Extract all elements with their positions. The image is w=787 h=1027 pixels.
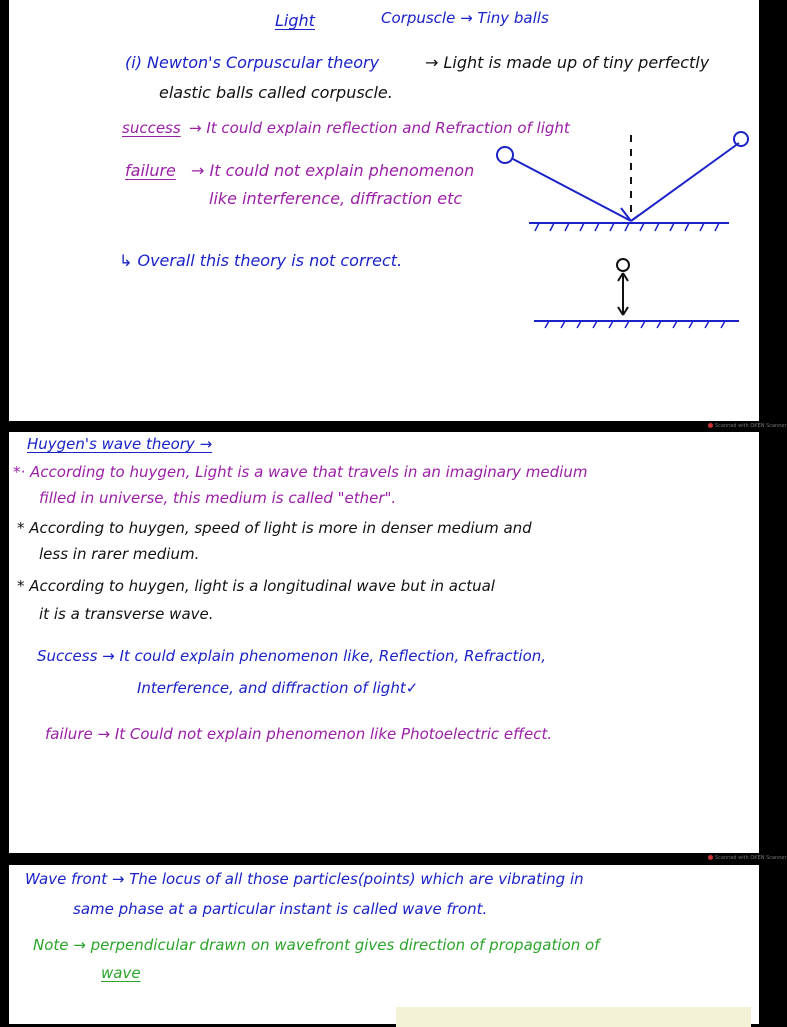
wavefront-line-1: Wave front → The locus of all those particles(points) which are vibrating in: [25, 870, 584, 888]
success-label: success: [122, 119, 181, 137]
notes-page-2: [9, 432, 759, 853]
scanner-watermark-2: Scanned with OKEN Scanner: [708, 855, 787, 861]
failure-text-2: like interference, diffraction etc: [209, 189, 463, 208]
huygen-point-1-line-2: filled in universe, this medium is called "ether".: [39, 489, 397, 507]
failure-text-1: → It could not explain phenomenon: [191, 161, 475, 180]
huygen-point-2-line-2: less in rarer medium.: [39, 545, 200, 563]
huygen-point-3-line-1: * According to huygen, light is a longitudinal wave but in actual: [17, 577, 495, 595]
heading-light: Light: [275, 11, 315, 30]
huygen-heading: Huygen's wave theory →: [27, 435, 213, 453]
huygen-success-line-1: Success → It could explain phenomenon like, Reflection, Refraction,: [37, 647, 547, 665]
heading-corpuscle: Corpuscle → Tiny balls: [381, 9, 549, 27]
note-line-2: wave: [101, 964, 141, 982]
notes-page-1: [9, 0, 759, 421]
newton-theory-label: (i) Newton's Corpuscular theory: [125, 53, 380, 72]
huygen-failure-line: failure → It Could not explain phenomenon like Photoelectric effect.: [45, 725, 553, 743]
surface-hatching: [535, 223, 719, 231]
scanner-watermark-1: Scanned with OKEN Scanner: [708, 423, 787, 429]
incident-ball: [497, 147, 513, 163]
newton-theory-text-1: → Light is made up of tiny perfectly: [425, 53, 710, 72]
failure-label: failure: [125, 161, 176, 180]
overall-conclusion: ↳ Overall this theory is not correct.: [119, 251, 403, 270]
notes-page-3: [9, 865, 759, 1024]
note-line-1: Note → perpendicular drawn on wavefront gives direction of propagation of: [33, 936, 600, 954]
huygen-point-2-line-1: * According to huygen, speed of light is more in denser medium and: [17, 519, 532, 537]
wavefront-line-2: same phase at a particular instant is called wave front.: [73, 900, 488, 918]
reflection-diagram: [489, 125, 749, 335]
reflected-ray: [631, 143, 739, 221]
success-text: → It could explain reflection and Refraction of light: [189, 119, 570, 137]
page-highlight-strip: [396, 1007, 751, 1027]
bouncing-ball: [617, 259, 629, 271]
reflected-ball: [734, 132, 748, 146]
huygen-point-3-line-2: it is a transverse wave.: [39, 605, 214, 623]
huygen-success-line-2: Interference, and diffraction of light✓: [137, 679, 419, 697]
incident-ray: [513, 159, 631, 221]
newton-theory-text-2: elastic balls called corpuscle.: [159, 83, 393, 102]
huygen-point-1-line-1: *· According to huygen, Light is a wave that travels in an imaginary medium: [13, 463, 588, 481]
